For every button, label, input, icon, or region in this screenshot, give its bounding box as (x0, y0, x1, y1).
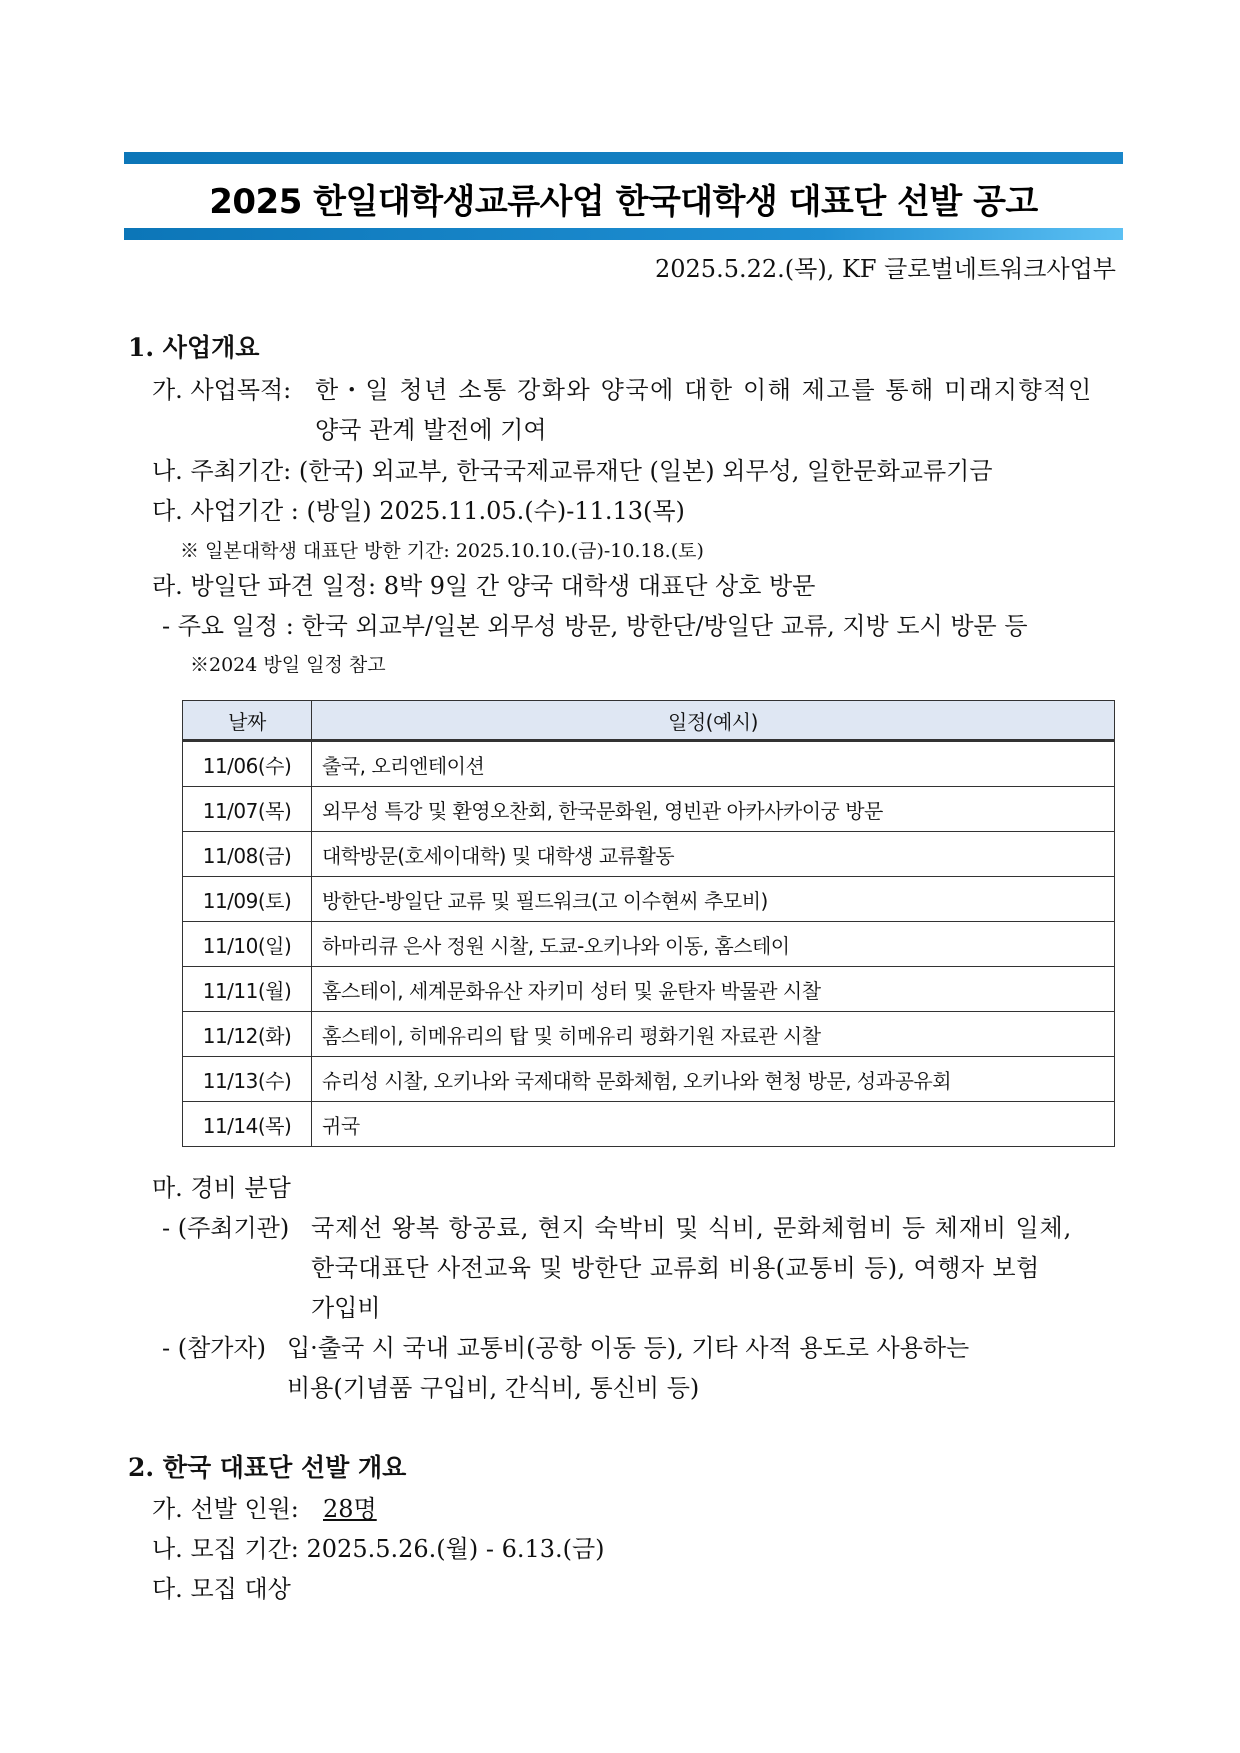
title-banner (124, 152, 1123, 240)
participant-expense-line-2: 비용(기념품 구입비, 간식비, 통신비 등) (287, 1374, 700, 1402)
table-row (183, 967, 1115, 1012)
row-date: 11/14(목) (183, 1102, 312, 1147)
recruitment-target-line: 다. 모집 대상 (152, 1575, 291, 1603)
section2-heading: 2. 한국 대표단 선발 개요 (128, 1453, 407, 1482)
title-top-bar (124, 152, 1123, 164)
row-schedule: 방한단-방일단 교류 및 필드워크(고 이수현씨 추모비) (312, 877, 1115, 922)
dispatch-line: 라. 방일단 파견 일정: 8박 9일 간 양국 대학생 대표단 상호 방문 (152, 572, 816, 600)
table-row (183, 832, 1115, 877)
page-title: 2025 한일대학생교류사업 한국대학생 대표단 선발 공고 (209, 182, 1038, 222)
row-date: 11/13(수) (183, 1057, 312, 1102)
table-row (183, 787, 1115, 832)
participant-expense-line-1: 입·출국 시 국내 교통비(공항 이동 등), 기타 사적 용도로 사용하는 (287, 1334, 970, 1362)
table-header-row (183, 701, 1115, 741)
row-date: 11/08(금) (183, 832, 312, 877)
title-bottom-bar (124, 228, 1123, 240)
recruitment-period-line: 나. 모집 기간: 2025.5.26.(월) - 6.13.(금) (152, 1535, 605, 1563)
schedule-table (182, 700, 1115, 1147)
row-schedule: 대학방문(호세이대학) 및 대학생 교류활동 (312, 832, 1115, 877)
expense-heading: 마. 경비 분담 (152, 1174, 291, 1202)
row-schedule: 외무성 특강 및 환영오찬회, 한국문화원, 영빈관 아카사카이궁 방문 (312, 787, 1115, 832)
table-row (183, 922, 1115, 967)
row-date: 11/06(수) (183, 741, 312, 787)
row-date: 11/11(월) (183, 967, 312, 1012)
selection-count-value: 28명 (323, 1495, 377, 1523)
header-date: 날짜 (183, 701, 312, 741)
schedule-reference-note: ※2024 방일 일정 참고 (190, 654, 386, 676)
table-row (183, 1102, 1115, 1147)
table-row (183, 1012, 1115, 1057)
purpose-label: 가. 사업목적: (152, 376, 292, 404)
row-schedule: 홈스테이, 세계문화유산 자키미 성터 및 윤탄자 박물관 시찰 (312, 967, 1115, 1012)
dateline: 2025.5.22.(목), KF 글로벌네트워크사업부 (655, 255, 1116, 283)
period-note: ※ 일본대학생 대표단 방한 기간: 2025.10.10.(금)-10.18.(토) (180, 540, 704, 562)
row-date: 11/12(화) (183, 1012, 312, 1057)
row-schedule: 슈리성 시찰, 오키나와 국제대학 문화체험, 오키나와 현청 방문, 성과공유회 (312, 1057, 1115, 1102)
row-schedule: 귀국 (312, 1102, 1115, 1147)
row-date: 11/07(목) (183, 787, 312, 832)
row-schedule: 홈스테이, 히메유리의 탑 및 히메유리 평화기원 자료관 시찰 (312, 1012, 1115, 1057)
main-schedule-line: - 주요 일정 : 한국 외교부/일본 외무성 방문, 방한단/방일단 교류, 지방 도시 방문 등 (162, 612, 1028, 640)
purpose-line-1: 한・일 청년 소통 강화와 양국에 대한 이해 제고를 통해 미래지향적인 (315, 376, 1093, 404)
table-row (183, 741, 1115, 787)
table-row (183, 877, 1115, 922)
row-schedule: 하마리큐 은사 정원 시찰, 도쿄-오키나와 이동, 홈스테이 (312, 922, 1115, 967)
purpose-line-2: 양국 관계 발전에 기여 (315, 416, 547, 444)
host-expense-line-1: 국제선 왕복 항공료, 현지 숙박비 및 식비, 문화체험비 등 체재비 일체, (311, 1214, 1073, 1242)
table-row (183, 1057, 1115, 1102)
header-schedule: 일정(예시) (312, 701, 1115, 741)
row-schedule: 출국, 오리엔테이션 (312, 741, 1115, 787)
host-expense-line-3: 가입비 (311, 1294, 381, 1322)
organizer-line: 나. 주최기간: (한국) 외교부, 한국국제교류재단 (일본) 외무성, 일한문화교류기금 (152, 457, 993, 485)
row-date: 11/10(일) (183, 922, 312, 967)
selection-count-label: 가. 선발 인원: (152, 1495, 299, 1523)
row-date: 11/09(토) (183, 877, 312, 922)
participant-expense-label: - (참가자) (162, 1334, 267, 1362)
host-expense-label: - (주최기관) (162, 1214, 290, 1242)
host-expense-line-2: 한국대표단 사전교육 및 방한단 교류회 비용(교통비 등), 여행자 보험 (311, 1254, 1040, 1282)
period-line: 다. 사업기간 : (방일) 2025.11.05.(수)-11.13(목) (152, 497, 685, 525)
section1-heading: 1. 사업개요 (128, 333, 260, 362)
